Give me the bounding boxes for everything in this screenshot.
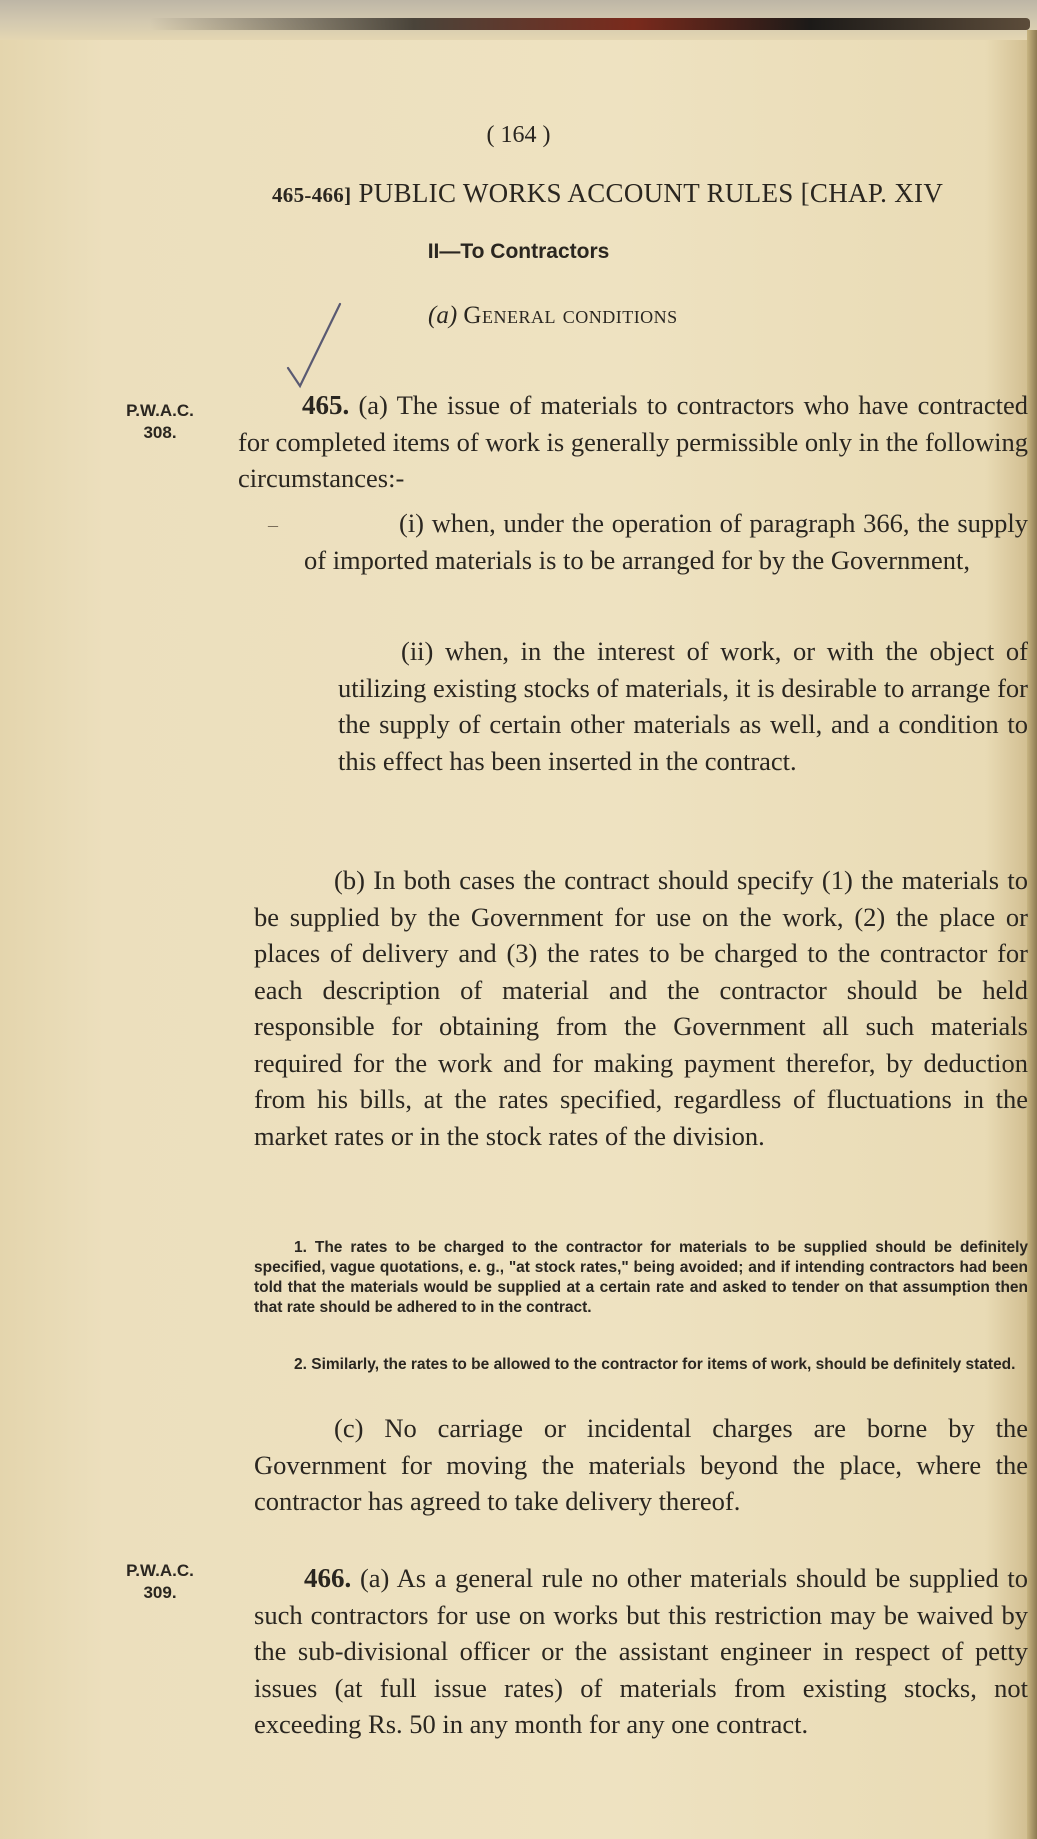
rule-465-a-i: (i) when, under the operation of paragraph 366, the supply of imported materials is to be arranged for by the Government,	[304, 508, 1028, 575]
section-heading-label: (a)	[428, 302, 458, 329]
header-section-range: 465-466]	[272, 183, 352, 207]
rule-465-a	[238, 387, 1028, 497]
note-2: 2. Similarly, the rates to be allowed to the contractor for items of work, should be definitely stated.	[294, 1356, 1016, 1373]
rule-466-a-text: (a) As a general rule no other materials should be supplied to such contractors for use on works but this restriction may be waived by the sub-divisional officer or the assistant engineer in respect of petty issues (at full issue rates) of materials from existing stocks, not exceeding Rs. 50 in any month for any one contract.	[254, 1563, 1028, 1739]
rule-465-a-text: (a) The issue of materials to contractors who have contracted for completed items of work is generally permissible only in the following circumstances:-	[238, 390, 1028, 493]
rule-465-b: (b) In both cases the contract should specify (1) the materials to be supplied by the Government for use on the work, (2) the place or places of delivery and (3) the rates to be charged to the contractor for each description of material and the contractor should be held responsible for obtaining from the Government all such materials required for the work and for making payment therefor, by deduction from his bills, at the rates specified, regardless of fluctuations in the market rates or in the stock rates of the division.	[254, 865, 1028, 1151]
header-title: PUBLIC WORKS ACCOUNT RULES [CHAP. XIV	[358, 178, 944, 208]
margin-ref-number: 309.	[143, 1583, 177, 1602]
section-heading	[428, 302, 678, 330]
page-number: ( 164 )	[486, 122, 551, 148]
margin-ref-465	[105, 400, 215, 444]
pencil-dash-mark: –	[268, 514, 278, 536]
section-heading-title: General conditions	[463, 302, 678, 329]
margin-ref-code: P.W.A.C.	[126, 1561, 194, 1580]
rule-465-number: 465.	[302, 390, 350, 420]
binding-shadow	[150, 18, 1030, 30]
note-1: 1. The rates to be charged to the contractor for materials to be supplied should be definitely specified, vague quotations, e. g., "at stock rates," being avoided; and if intending contractors had been told that the materials would be supplied at a certain rate and asked to tender on that assumption then that rate should be adhered to in the contract.	[254, 1239, 1028, 1316]
rule-466-a	[254, 1560, 1028, 1743]
pencil-tick-mark	[284, 300, 344, 390]
rule-466-number: 466.	[304, 1563, 352, 1593]
rule-465-c: (c) No carriage or incidental charges are borne by the Government for moving the materials beyond the place, where the contractor has agreed to take delivery thereof.	[254, 1413, 1028, 1516]
rule-465-a-ii: (ii) when, in the interest of work, or with the object of utilizing existing stocks of materials, it is desirable to arrange for the supply of certain other materials as well, and a condition to this effect has been inserted in the contract.	[338, 636, 1028, 776]
margin-ref-number: 308.	[143, 423, 177, 442]
margin-ref-466	[105, 1560, 215, 1604]
subheading: II—To Contractors	[427, 240, 610, 263]
margin-ref-code: P.W.A.C.	[126, 401, 194, 420]
page-right-edge	[1027, 30, 1037, 1839]
running-header	[272, 178, 943, 209]
